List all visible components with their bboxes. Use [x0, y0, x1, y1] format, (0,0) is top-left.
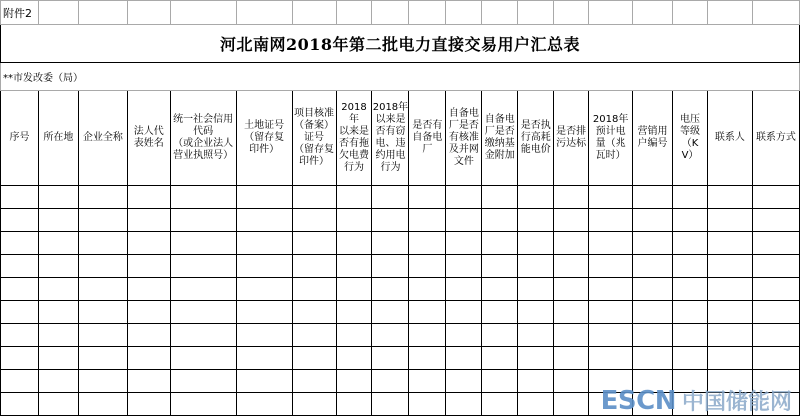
- table-cell: [336, 186, 372, 209]
- table-cell: [589, 209, 633, 232]
- table-cell: [707, 209, 752, 232]
- table-cell: [446, 301, 482, 324]
- table-cell: [707, 324, 752, 347]
- table-cell: [372, 393, 409, 416]
- table-row: [1, 301, 800, 324]
- col-header: 2018年 预计电 量（兆 瓦时）: [589, 91, 633, 186]
- table-cell: [518, 347, 554, 370]
- table-cell: [292, 370, 336, 393]
- table-cell: [127, 324, 170, 347]
- table-title: 河北南网2018年第二批电力直接交易用户汇总表: [1, 25, 800, 63]
- table-cell: [673, 255, 708, 278]
- table-cell: [170, 347, 236, 370]
- table-cell: [518, 278, 554, 301]
- table-cell: [707, 255, 752, 278]
- table-cell: [236, 324, 292, 347]
- table-cell: [38, 209, 78, 232]
- table-cell: [170, 186, 236, 209]
- table-cell: [1, 393, 39, 416]
- table-row: [1, 278, 800, 301]
- table-cell: [409, 232, 446, 255]
- table-cell: [409, 255, 446, 278]
- table-cell: [409, 278, 446, 301]
- table-cell: [292, 186, 336, 209]
- table-cell: [1, 209, 39, 232]
- table-cell: [518, 255, 554, 278]
- table-cell: [38, 186, 78, 209]
- table-cell: [752, 301, 799, 324]
- table-cell: [707, 278, 752, 301]
- table-cell: [38, 232, 78, 255]
- table-cell: [518, 186, 554, 209]
- col-header: 营销用 户编号: [633, 91, 673, 186]
- col-header: 2018年 以来是 否有拖 欠电费 行为: [336, 91, 372, 186]
- table-cell: [78, 209, 127, 232]
- watermark-text: 中国储能网: [681, 390, 792, 415]
- table-cell: [127, 301, 170, 324]
- table-cell: [589, 278, 633, 301]
- table-cell: [236, 393, 292, 416]
- table-cell: [482, 301, 518, 324]
- table-cell: [482, 324, 518, 347]
- table-cell: [127, 370, 170, 393]
- table-cell: [409, 393, 446, 416]
- table-cell: [1, 255, 39, 278]
- table-cell: [589, 324, 633, 347]
- table-cell: [336, 347, 372, 370]
- table-cell: [170, 278, 236, 301]
- table-cell: [554, 232, 589, 255]
- table-cell: [38, 324, 78, 347]
- table-cell: [78, 324, 127, 347]
- table-cell: [372, 324, 409, 347]
- table-cell: [633, 301, 673, 324]
- table-cell: [554, 324, 589, 347]
- col-header: 项目核准 （备案） 证号 （留存复 印件）: [292, 91, 336, 186]
- table-cell: [336, 278, 372, 301]
- table-cell: [589, 186, 633, 209]
- table-cell: [446, 370, 482, 393]
- table-cell: [372, 301, 409, 324]
- table-cell: [752, 324, 799, 347]
- table-cell: [409, 347, 446, 370]
- table-cell: [372, 370, 409, 393]
- annex-label: 附件2: [1, 1, 39, 25]
- table-cell: [1, 301, 39, 324]
- table-cell: [518, 209, 554, 232]
- table-cell: [707, 186, 752, 209]
- table-cell: [554, 347, 589, 370]
- table-cell: [446, 347, 482, 370]
- table-cell: [446, 393, 482, 416]
- table-body: [1, 186, 800, 416]
- table-cell: [752, 347, 799, 370]
- table-cell: [127, 347, 170, 370]
- table-row: [1, 255, 800, 278]
- table-cell: [633, 278, 673, 301]
- table-cell: [589, 255, 633, 278]
- table-cell: [292, 232, 336, 255]
- col-header: 序号: [1, 91, 39, 186]
- table-cell: [409, 370, 446, 393]
- table-cell: [409, 301, 446, 324]
- table-cell: [372, 347, 409, 370]
- table-cell: [482, 255, 518, 278]
- table-cell: [482, 393, 518, 416]
- table-cell: [78, 347, 127, 370]
- table-cell: [589, 232, 633, 255]
- col-header: 是否执 行高耗 能电价: [518, 91, 554, 186]
- table-cell: [707, 347, 752, 370]
- table-cell: [127, 232, 170, 255]
- table-row: [1, 209, 800, 232]
- table-cell: [292, 209, 336, 232]
- table-cell: [170, 209, 236, 232]
- col-header: 自备电 厂是否 有核准 及并网 文件: [446, 91, 482, 186]
- table-cell: [170, 301, 236, 324]
- col-header: 企业全称: [78, 91, 127, 186]
- table-cell: [336, 255, 372, 278]
- table-cell: [372, 209, 409, 232]
- col-header: 是否排 污达标: [554, 91, 589, 186]
- table-cell: [78, 301, 127, 324]
- table-cell: [292, 393, 336, 416]
- col-header: 土地证号 （留存复 印件）: [236, 91, 292, 186]
- table-cell: [446, 232, 482, 255]
- col-header: 联系方式: [752, 91, 799, 186]
- table-cell: [409, 209, 446, 232]
- table-cell: [336, 393, 372, 416]
- table-cell: [170, 232, 236, 255]
- table-cell: [673, 347, 708, 370]
- table-cell: [236, 232, 292, 255]
- table-cell: [482, 232, 518, 255]
- col-header: 法人代 表姓名: [127, 91, 170, 186]
- table-cell: [752, 186, 799, 209]
- table-cell: [292, 347, 336, 370]
- table-cell: [589, 347, 633, 370]
- table-cell: [236, 278, 292, 301]
- table-cell: [1, 324, 39, 347]
- table-cell: [336, 370, 372, 393]
- table-cell: [409, 324, 446, 347]
- table-cell: [633, 347, 673, 370]
- table-cell: [372, 255, 409, 278]
- table-cell: [482, 209, 518, 232]
- table-cell: [446, 186, 482, 209]
- col-header: 是否有 自备电 厂: [409, 91, 446, 186]
- table-cell: [78, 393, 127, 416]
- table-cell: [673, 324, 708, 347]
- table-cell: [336, 324, 372, 347]
- table-row: [1, 347, 800, 370]
- table-cell: [633, 255, 673, 278]
- table-cell: [127, 393, 170, 416]
- table-cell: [236, 301, 292, 324]
- table-cell: [482, 278, 518, 301]
- table-cell: [127, 186, 170, 209]
- col-header: 2018年 以来是 否有窃 电、违 约用电 行为: [372, 91, 409, 186]
- table-cell: [707, 232, 752, 255]
- table-cell: [518, 370, 554, 393]
- table-cell: [236, 370, 292, 393]
- table-cell: [1, 186, 39, 209]
- table-cell: [673, 186, 708, 209]
- table-cell: [236, 209, 292, 232]
- table-cell: [38, 301, 78, 324]
- table-cell: [752, 232, 799, 255]
- table-cell: [78, 370, 127, 393]
- table-cell: [236, 255, 292, 278]
- table-cell: [633, 209, 673, 232]
- table-cell: [673, 278, 708, 301]
- table-cell: [1, 232, 39, 255]
- table-cell: [554, 301, 589, 324]
- table-cell: [38, 347, 78, 370]
- table-cell: [236, 347, 292, 370]
- table-cell: [1, 278, 39, 301]
- table-cell: [446, 278, 482, 301]
- table-cell: [554, 393, 589, 416]
- table-cell: [633, 324, 673, 347]
- table-cell: [554, 278, 589, 301]
- col-header: 自备电 厂是否 缴纳基 金附加: [482, 91, 518, 186]
- table-cell: [170, 255, 236, 278]
- table-cell: [446, 324, 482, 347]
- table-cell: [518, 301, 554, 324]
- table-cell: [673, 232, 708, 255]
- table-cell: [752, 209, 799, 232]
- table-cell: [633, 186, 673, 209]
- col-header: 所在地: [38, 91, 78, 186]
- table-cell: [554, 370, 589, 393]
- table-cell: [518, 324, 554, 347]
- table-cell: [170, 370, 236, 393]
- table-cell: [518, 232, 554, 255]
- table-cell: [518, 393, 554, 416]
- table-cell: [78, 255, 127, 278]
- watermark-text: ESCN: [600, 385, 676, 416]
- table-cell: [170, 393, 236, 416]
- table-cell: [127, 255, 170, 278]
- table-cell: [554, 186, 589, 209]
- table-cell: [38, 278, 78, 301]
- table-cell: [336, 209, 372, 232]
- table-row: [1, 324, 800, 347]
- table-cell: [336, 301, 372, 324]
- table-cell: [409, 186, 446, 209]
- table-cell: [292, 255, 336, 278]
- table-cell: [336, 232, 372, 255]
- watermark: [601, 385, 792, 416]
- table-cell: [752, 255, 799, 278]
- table-cell: [554, 255, 589, 278]
- table-cell: [292, 324, 336, 347]
- table-cell: [482, 370, 518, 393]
- table-cell: [482, 347, 518, 370]
- table-cell: [707, 301, 752, 324]
- table-cell: [673, 209, 708, 232]
- table-cell: [78, 232, 127, 255]
- table-cell: [170, 324, 236, 347]
- table-cell: [446, 255, 482, 278]
- table-cell: [38, 370, 78, 393]
- table-cell: [127, 278, 170, 301]
- table-cell: [292, 278, 336, 301]
- table-cell: [446, 209, 482, 232]
- table-cell: [554, 209, 589, 232]
- table-cell: [38, 255, 78, 278]
- table-cell: [482, 186, 518, 209]
- table-cell: [1, 370, 39, 393]
- col-header: 联系人: [707, 91, 752, 186]
- table-cell: [673, 301, 708, 324]
- col-header: 统一社会信用 代码 （或企业法人 营业执照号）: [170, 91, 236, 186]
- table-row: [1, 186, 800, 209]
- table-cell: [236, 186, 292, 209]
- table-cell: [372, 186, 409, 209]
- table-cell: [1, 347, 39, 370]
- table-cell: [292, 301, 336, 324]
- table-row: [1, 232, 800, 255]
- table-cell: [127, 209, 170, 232]
- table-cell: [38, 393, 78, 416]
- table-cell: [372, 278, 409, 301]
- table-cell: [78, 278, 127, 301]
- table-cell: [78, 186, 127, 209]
- table-cell: [752, 278, 799, 301]
- table-cell: [633, 232, 673, 255]
- table-cell: [372, 232, 409, 255]
- issuing-authority: **市发改委（局）: [1, 63, 800, 91]
- col-header: 电压 等级 （K V）: [673, 91, 708, 186]
- table-cell: [589, 301, 633, 324]
